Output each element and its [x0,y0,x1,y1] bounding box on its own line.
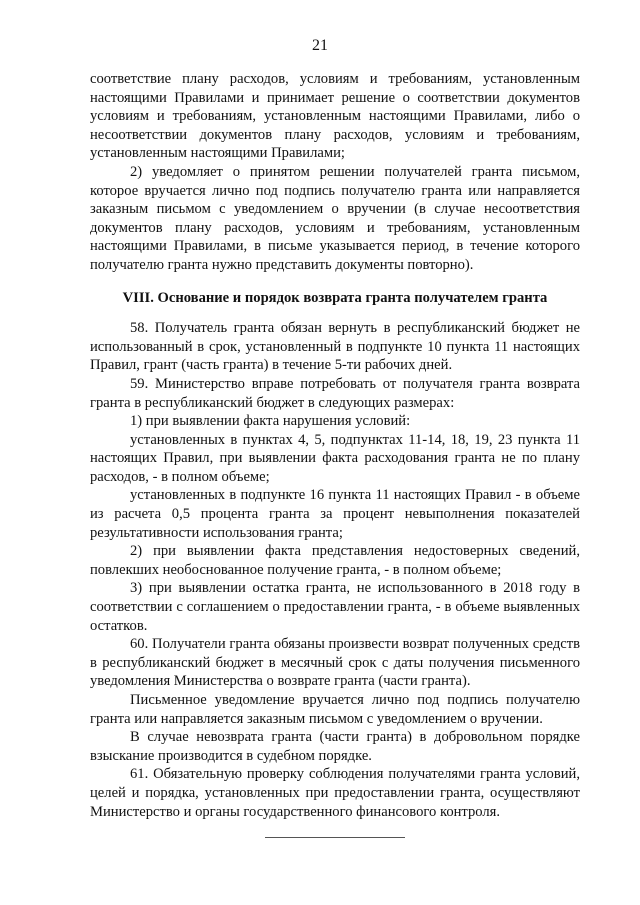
paragraph: 58. Получатель гранта обязан вернуть в республиканский бюджет не использованный в срок, установленный в подпункте 10 пункта 11 настоящих Правил, грант (часть гранта) в течение 5-ти рабочих дней. [90,320,580,374]
paragraph: 59. Министерство вправе потребовать от получателя гранта возврата гранта в республиканский бюджет в следующих размерах: [90,375,580,411]
paragraph: установленных в подпункте 16 пункта 11 настоящих Правил - в объеме из расчета 0,5 процента гранта за процент невыполнения показателей результативности использования гранта; [90,487,580,541]
paragraph: 2) уведомляет о принятом решении получателей гранта письмом, которое вручается лично под подпись получателю гранта или направляется заказным письмом с уведомлением о вручении (в случае несоответствия документов плану расходов, условиям и требованиям, установленным настоящими Правилами, в письме указывается период, в течение которого получателю гранта нужно представить документы повторно). [90,163,580,273]
paragraph: В случае невозврата гранта (части гранта) в добровольном порядке взыскание производится в судебном порядке. [90,729,580,764]
footer-divider [265,837,405,838]
paragraph: 1) при выявлении факта нарушения условий: [130,413,411,430]
paragraph: 60. Получатели гранта обязаны произвести возврат полученных средств в республиканский бюджет в месячный срок с даты получения письменного уведомления Министерства о возврате гранта (части гранта). [90,636,580,690]
paragraph: установленных в пунктах 4, 5, подпунктах 11-14, 18, 19, 23 пункта 11 настоящих Правил, при выявлении факта расходования гранта не по плану расходов, - в полном объеме; [90,431,580,485]
paragraphs-after-heading [90,319,580,821]
paragraph: соответствие плану расходов, условиям и требованиям, установленным настоящими Правилами и принимает решение о соответствии документов условиям и требованиям, установленным настоящими Правилами, либо о несоответствии документов плану расходов, условиям и требованиям, установленным настоящими Правилами; [90,71,580,162]
paragraph: 61. Обязательную проверку соблюдения получателями гранта условий, целей и порядка, установленных при предоставлении гранта, осуществляют Министерство и органы государственного финансового контроля. [90,766,580,820]
paragraph: 2) при выявлении факта представления недостоверных сведений, повлекших необоснованное получение гранта, - в полном объеме; [90,543,580,578]
paragraphs-before-heading [90,70,580,275]
document-body [90,70,580,838]
paragraph: Письменное уведомление вручается лично под подпись получателю гранта или направляется заказным письмом с уведомлением о вручении. [90,692,580,727]
page-number: 21 [312,37,328,54]
section-heading: VIII. Основание и порядок возврата гранта получателем гранта [122,289,548,306]
paragraph: 3) при выявлении остатка гранта, не использованного в 2018 году в соответствии с соглашением о предоставлении гранта, - в объеме выявленных остатков. [90,580,580,634]
